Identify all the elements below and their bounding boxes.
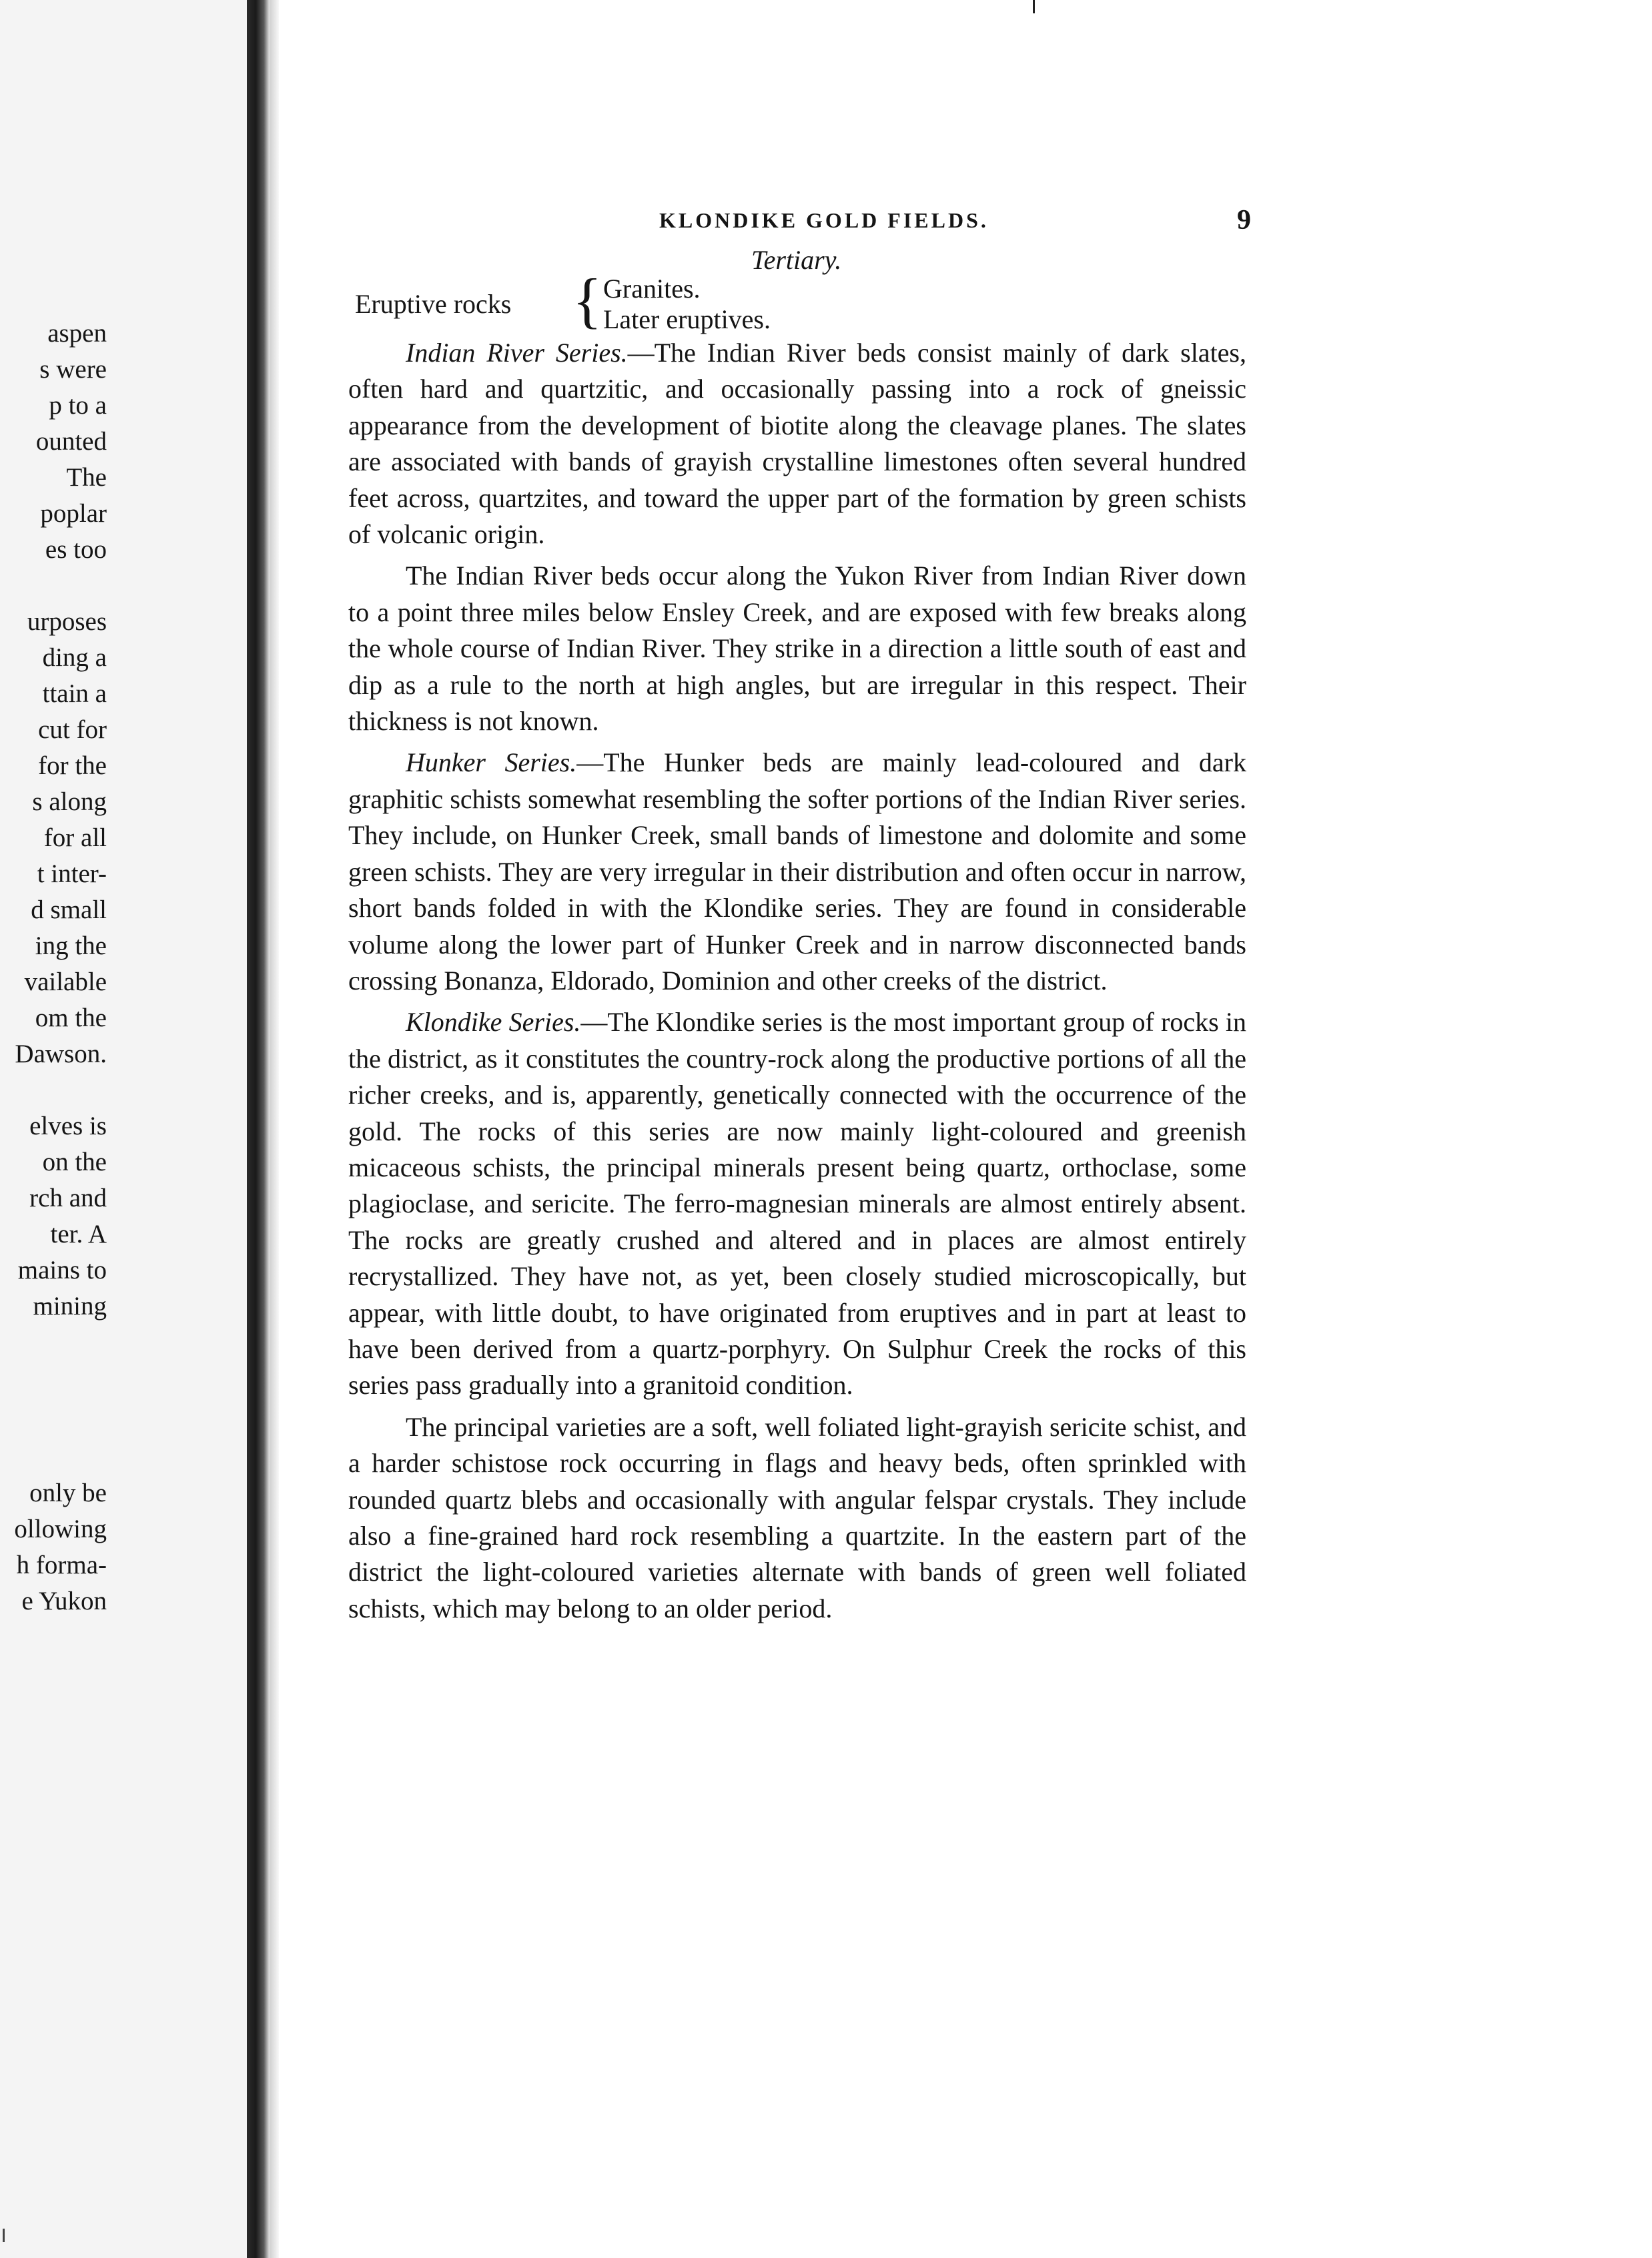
left-line-fragment: s were bbox=[39, 355, 107, 384]
left-line-fragment: e Yukon bbox=[21, 1587, 107, 1615]
left-line-fragment: es too bbox=[45, 535, 107, 564]
left-line-fragment: The bbox=[66, 463, 107, 492]
page-number: 9 bbox=[1237, 205, 1251, 236]
running-head: KLONDIKE GOLD FIELDS. bbox=[659, 208, 989, 232]
left-line-fragment: vailable bbox=[24, 968, 107, 996]
left-line-fragment: ter. A bbox=[50, 1220, 107, 1248]
left-line-fragment: mains to bbox=[17, 1256, 107, 1284]
left-line-fragment: cut for bbox=[38, 715, 107, 744]
paragraph-klondike-series bbox=[348, 1004, 1246, 1403]
left-line-fragment: for all bbox=[43, 823, 107, 852]
left-line-fragment: ttain a bbox=[42, 679, 107, 708]
left-line-fragment: Dawson. bbox=[15, 1040, 107, 1068]
left-line-fragment: only be bbox=[29, 1479, 107, 1507]
left-line-fragment: poplar bbox=[40, 499, 107, 528]
body-text bbox=[348, 335, 1246, 1627]
series-name: Klondike Series. bbox=[406, 1007, 581, 1038]
book-gutter-shadow bbox=[247, 0, 270, 2258]
left-line-fragment: p to a bbox=[49, 391, 107, 420]
page-edge bbox=[270, 0, 279, 2258]
left-line-fragment: d small bbox=[31, 895, 107, 924]
left-line-fragment: elves is bbox=[29, 1112, 107, 1140]
left-line-fragment: urposes bbox=[27, 607, 107, 636]
series-name: Hunker Series. bbox=[406, 747, 577, 778]
section-heading: Tertiary. bbox=[751, 245, 842, 275]
paragraph-text: The principal varieties are a soft, well foliated light-grayish sericite schist, and a harder schistose rock occurring in flags and heavy beds, often sprinkled with rounded quartz blebs and occasionally with angular felspar crystals. They include also a fine-grained hard rock resembling a quartzite. In the eastern part of the district the light-coloured varieties alternate with bands of green well foliated schists, which may belong to an older period. bbox=[348, 1411, 1246, 1623]
eruptive-rocks-label: Eruptive rocks bbox=[355, 289, 512, 319]
left-line-fragment: om the bbox=[35, 1004, 107, 1032]
paragraph-text: —The Hunker beds are mainly lead-coloured and dark graphitic schists somewhat resembling the softer portions of the Indian River series. They include, on Hunker Creek, small bands of limestone and dolomite and some green schists. They are very irregular in their distribution and often occur in narrow, short bands folded in with the Klondike series. They are found in considerable volume along the lower part of Hunker Creek and in narrow disconnected bands crossing Bonanza, Eldorado, Dominion and other creeks of the district. bbox=[348, 747, 1247, 996]
left-line-fragment: on the bbox=[42, 1148, 107, 1176]
left-line-fragment: ollowing bbox=[14, 1515, 107, 1543]
left-line-fragment: ounted bbox=[35, 427, 107, 456]
paragraph-principal-varieties bbox=[348, 1409, 1246, 1627]
paragraph-indian-river-occurrence bbox=[348, 558, 1246, 739]
paragraph-indian-river-series bbox=[348, 335, 1246, 552]
left-line-fragment: aspen bbox=[47, 319, 107, 348]
left-line-fragment: h forma- bbox=[16, 1551, 107, 1579]
scan-mark bbox=[3, 2229, 5, 2242]
left-line-fragment: ding a bbox=[42, 643, 107, 672]
left-line-fragment: ing the bbox=[35, 931, 107, 960]
left-line-fragment: for the bbox=[38, 751, 107, 780]
series-name: Indian River Series. bbox=[406, 338, 628, 368]
eruptive-rocks-list bbox=[603, 274, 771, 335]
left-line-fragment: t inter- bbox=[37, 859, 107, 888]
brace-glyph: { bbox=[572, 266, 602, 334]
paragraph-text: —The Indian River beds consist mainly of dark slates, often hard and quartzitic, and occasionally passing into a rock of gneissic appearance from the development of biotite along the cleavage planes. The slates are associated with bands of grayish crystalline limestones often several hundred feet across, quartzites, and toward the upper part of the formation by green schists of volcanic origin. bbox=[348, 338, 1246, 550]
paragraph-text: —The Klondike series is the most important group of rocks in the district, as it constitutes the country-rock along the productive portions of all the richer creeks, and is, apparently, genetically connected with the occurrence of the gold. The rocks of this series are now mainly light-coloured and greenish micaceous schists, the principal minerals present being quartz, orthoclase, some plagioclase, and sericite. The ferro-magnesian minerals are almost entirely absent. The rocks are greatly crushed and altered and in places are almost entirely recrystallized. They have not, as yet, been closely studied microscopically, but appear, with little doubt, to have originated from eruptives and in part at least to have been derived from a quartz-porphyry. On Sulphur Creek the rocks of this series pass gradually into a granitoid condition. bbox=[348, 1007, 1246, 1401]
scan-mark bbox=[1033, 0, 1035, 13]
paragraph-hunker-series bbox=[348, 745, 1246, 999]
left-line-fragment: s along bbox=[32, 787, 107, 816]
left-facing-page bbox=[0, 0, 247, 2258]
paragraph-text: The Indian River beds occur along the Yukon River from Indian River down to a point three miles below Ensley Creek, and are exposed with few breaks along the whole course of Indian River. They strike in a direction a little south of east and dip as a rule to the north at high angles, but are irregular in this respect. Their thickness is not known. bbox=[348, 560, 1246, 737]
eruptive-rock-item: Granites. bbox=[603, 274, 701, 304]
right-page bbox=[279, 0, 1652, 2258]
left-line-fragment: rch and bbox=[29, 1184, 107, 1212]
left-line-fragment: mining bbox=[33, 1292, 107, 1321]
eruptive-rock-item: Later eruptives. bbox=[603, 304, 771, 334]
